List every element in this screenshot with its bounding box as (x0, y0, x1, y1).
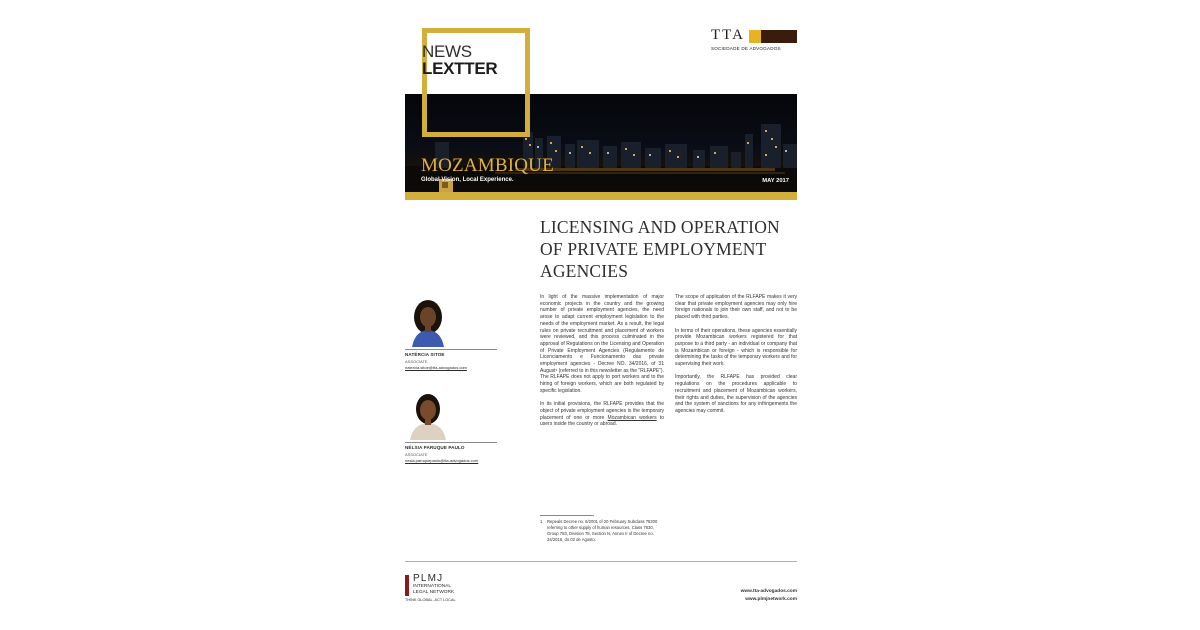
footnote-number: 1 (540, 519, 543, 524)
paragraph: The scope of application of the RLFAPE makes it very clear that private employment agencies may only hire foreign nationals to join their own staff, and not to be placed with third parties. (675, 294, 797, 321)
author-photo (407, 390, 449, 440)
article-column-1 (540, 294, 664, 435)
paragraph: In light of the massive implementation of major economic projects in the country and the growing number of private employment agencies, the need arose to adapt current employment legislation to the needs of the employment market. As a result, the legal rules on private recruitment and placement of workers were reviewed, and this process culminated in the approval of Regulations on the Licensing and Operation of Private Employment Agencies (Regulamento de Licenciamento e Funcionamento das private employment agencies - Decree NO. 34/2016, of 31 August¹ (referred to in this newsletter as the “RLFAPE”). The RLFAPE does not apply to port workers and to the hiring of foreign workers, which are both regulated by specific legislation. (540, 294, 664, 394)
footer-urls (741, 588, 797, 604)
tta-wordmark: TTA (711, 27, 745, 43)
banner-gold-stripe (405, 192, 797, 200)
paragraph: Importantly, the RLFAPE has provided clear regulations on the procedures applicable to recruitment and placement of Mozambican workers, their rights and duties, the supervision of the agencies and the system of sanctions for any infringements the agencies may commit. (675, 374, 797, 414)
tta-logo-gold-bar (749, 30, 761, 43)
banner-title: MOZAMBIQUE (421, 155, 554, 176)
plmj-wordmark: PLMJ (413, 573, 444, 584)
article-column-2 (675, 294, 797, 421)
tta-website-link[interactable]: www.tta-advogados.com (740, 589, 797, 594)
issue-date: MAY 2017 (762, 178, 789, 184)
plmj-line-1: INTERNATIONAL (413, 584, 452, 589)
plmj-logo (405, 573, 475, 605)
paragraph: In its initial provisions, the RLFAPE provides that the object of private employment agencies is the temporary placement of one or more Mozambican workers to users inside the country or abroad. (540, 401, 664, 428)
author-name: NATÉRCIA SITOE (405, 352, 445, 357)
article-headline: LICENSING AND OPERATION OF PRIVATE EMPLOYMENT AGENCIES (540, 217, 780, 281)
mozambican-workers-link[interactable]: Mozambican workers (607, 414, 657, 421)
author-role: ASSOCIATE (405, 452, 428, 457)
author-role: ASSOCIATE (405, 359, 428, 364)
footer-rule (405, 561, 797, 562)
plmj-tagline: THINK GLOBAL, ACT LOCAL (405, 598, 456, 602)
paragraph: In terms of their operations, these agencies essentially provide Mozambican workers registered for that purpose to a third party - an individual or company that is Mozambican or foreign - which is responsible for determining the tasks of the temporary workers and for supervising their work. (675, 327, 797, 368)
plmj-red-bar (405, 575, 409, 596)
newsletter-page (405, 22, 797, 612)
author-name: NÉLSIA PARUQUE PAULO (405, 445, 465, 450)
footnote-text: Repeals Decree no. 6/2001 of 20 February Subclass 78200 referring to other supply of human resources, Class 7830, Group 783, Division 78, Section N, Annex II of Decree no. 34/2016, do 02 de Agosto. (547, 519, 658, 543)
author-email-link[interactable]: nesia.paruquepaulo@tta-advogados.com (405, 458, 479, 463)
tta-subtitle: SOCIEDADE DE ADVOGADOS (711, 46, 781, 51)
author-photo (407, 297, 449, 347)
footnote-rule (540, 515, 594, 516)
author-email-link[interactable]: natercia.sitoe@tta-advogados.com (405, 365, 467, 370)
plmj-website-link[interactable]: www.plmjnetwork.com (745, 597, 797, 602)
tta-logo-dark-bar (761, 30, 797, 43)
plmj-line-2: LEGAL NETWORK (413, 590, 455, 595)
masthead-news: NEWS (422, 42, 472, 61)
banner-tagline: Global Vision, Local Experience. (421, 177, 514, 183)
masthead-lextter: LEXTTER (422, 59, 498, 78)
